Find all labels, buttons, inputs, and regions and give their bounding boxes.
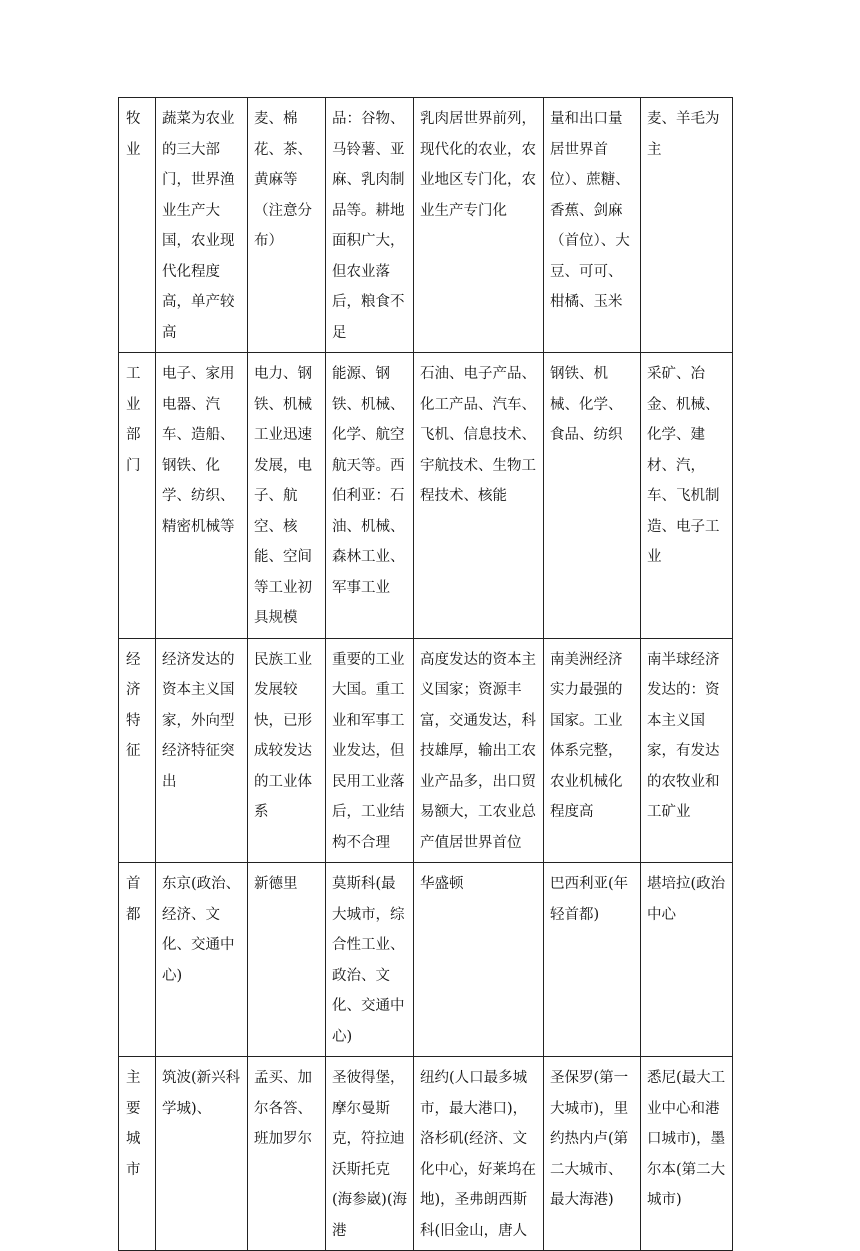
table-cell: 麦、棉花、茶、黄麻等（注意分布）: [248, 98, 326, 353]
table-cell: 堪培拉(政治中心: [641, 863, 733, 1057]
table-cell: 品：谷物、马铃薯、亚麻、乳肉制品等。耕地面积广大，但农业落后，粮食不足: [326, 98, 414, 353]
geography-comparison-table: [118, 97, 733, 1251]
table-cell: 电力、钢铁、机械工业迅速发展，电子、航空、核能、空间等工业初具规模: [248, 353, 326, 639]
table-cell: 莫斯科(最大城市，综合性工业、政治、文化、交通中心): [326, 863, 414, 1057]
row-header: 牧业: [119, 98, 156, 353]
table-row-capital: [119, 863, 733, 1057]
row-header: 主要城市: [119, 1057, 156, 1251]
table-cell: 孟买、加尔各答、班加罗尔: [248, 1057, 326, 1251]
table-cell: 石油、电子产品、化工产品、汽车、飞机、信息技术、宇航技术、生物工程技术、核能: [414, 353, 544, 639]
table-cell: 高度发达的资本主义国家；资源丰富，交通发达，科技雄厚，输出工农业产品多，出口贸易额大，工农业总产值居世界首位: [414, 638, 544, 863]
table-cell: 东京(政治、经济、文化、交通中心): [156, 863, 248, 1057]
row-header: 经济特征: [119, 638, 156, 863]
table-row-industry: [119, 353, 733, 639]
table-row-economy: [119, 638, 733, 863]
table-cell: 南美洲经济实力最强的国家。工业体系完整，农业机械化程度高: [544, 638, 641, 863]
table-cell: 圣保罗(第一大城市)，里约热内卢(第二大城市、最大海港): [544, 1057, 641, 1251]
table-cell: 电子、家用电器、汽车、造船、钢铁、化学、纺织、精密机械等: [156, 353, 248, 639]
table-cell: 悉尼(最大工业中心和港口城市)，墨尔本(第二大城市): [641, 1057, 733, 1251]
table-cell: 新德里: [248, 863, 326, 1057]
table-cell: 能源、钢铁、机械、化学、航空航天等。西伯利亚：石油、机械、森林工业、军事工业: [326, 353, 414, 639]
table-cell: 巴西利亚(年轻首都): [544, 863, 641, 1057]
table-cell: 钢铁、机械、化学、食品、纺织: [544, 353, 641, 639]
table-cell: 麦、羊毛为主: [641, 98, 733, 353]
table-cell: 华盛顿: [414, 863, 544, 1057]
table-row-agriculture: [119, 98, 733, 353]
table-cell: 南半球经济发达的：资本主义国家，有发达的农牧业和工矿业: [641, 638, 733, 863]
table-cell: 蔬菜为农业的三大部门，世界渔业生产大国，农业现代化程度高，单产较高: [156, 98, 248, 353]
table-cell: 圣彼得堡，摩尔曼斯克，符拉迪沃斯托克(海参崴)(海港: [326, 1057, 414, 1251]
table-cell: 经济发达的资本主义国家，外向型经济特征突出: [156, 638, 248, 863]
table-cell: 量和出口量居世界首位）、蔗糖、香蕉、剑麻（首位）、大豆、可可、柑橘、玉米: [544, 98, 641, 353]
row-header: 首都: [119, 863, 156, 1057]
table-row-major-cities: [119, 1057, 733, 1251]
row-header: 工业部门: [119, 353, 156, 639]
table-cell: 民族工业发展较快，已形成较发达的工业体系: [248, 638, 326, 863]
table-cell: 重要的工业大国。重工业和军事工业发达，但民用工业落后，工业结构不合理: [326, 638, 414, 863]
table-cell: 采矿、冶金、机械、化学、建材、汽，车、飞机制造、电子工业: [641, 353, 733, 639]
table-cell: 筑波(新兴科学城)、: [156, 1057, 248, 1251]
table-cell: 乳肉居世界前列，现代化的农业，农业地区专门化，农业生产专门化: [414, 98, 544, 353]
table-cell: 纽约(人口最多城市，最大港口)，洛杉矶(经济、文化中心，好莱坞在地)，圣弗朗西斯科(旧金山，唐人: [414, 1057, 544, 1251]
